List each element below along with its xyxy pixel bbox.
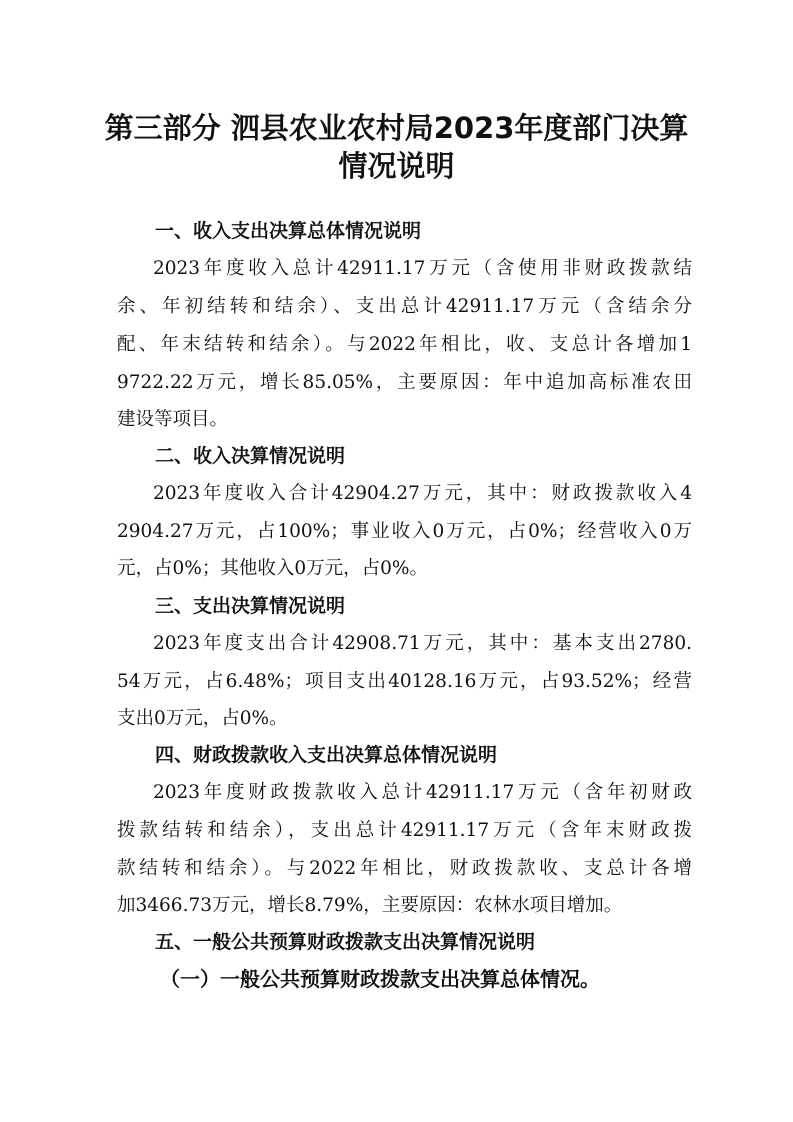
paragraph-line: 支出0万元，占0%。 [117,708,288,729]
section-heading-general-public-budget: 五、一般公共预算财政拨款支出决算情况说明 [155,931,536,953]
paragraph-line: 拨款结转和结余），支出总计42911.17万元（含年末财政拨 [117,820,692,841]
section-heading-fiscal-appropriation: 四、财政拨款收入支出决算总体情况说明 [155,744,498,766]
paragraph-line: 元，占0%；其他收入0万元，占0%。 [117,558,428,579]
section-heading-income-expenditure-overview: 一、收入支出决算总体情况说明 [155,220,422,242]
paragraph-line: 9722.22万元，增长85.05%，主要原因：年中追加高标准农田 [117,372,692,393]
paragraph-line: 款结转和结余）。与2022年相比，财政拨款收、支总计各增 [117,858,692,879]
section-heading-expenditure: 三、支出决算情况说明 [155,595,346,617]
paragraph-line: 2904.27万元，占100%；事业收入0万元，占0%；经营收入0万 [117,521,692,542]
paragraph-line: 2023年度财政拨款收入总计42911.17万元（含年初财政 [153,782,692,803]
paragraph-line: 加3466.73万元，增长8.79%，主要原因：农林水项目增加。 [117,895,623,916]
subsection-heading: （一）一般公共预算财政拨款支出决算总体情况。 [160,967,600,991]
document-title-line-1: 第三部分 泗县农业农村局2023年度部门决算 [104,111,689,145]
document-title-line-2: 情况说明 [338,149,455,183]
paragraph-line: 2023年度支出合计42908.71万元，其中：基本支出2780. [153,633,692,654]
paragraph-line: 54万元，占6.48%；项目支出40128.16万元，占93.52%；经营 [117,671,692,692]
paragraph-line: 配、年末结转和结余）。与2022年相比，收、支总计各增加1 [117,334,692,355]
paragraph-line: 余、年初结转和结余）、支出总计42911.17万元（含结余分 [117,296,692,317]
paragraph-line: 建设等项目。 [117,409,229,430]
paragraph-line: 2023年度收入总计42911.17万元（含使用非财政拨款结 [153,258,692,279]
paragraph-line: 2023年度收入合计42904.27万元，其中：财政拨款收入4 [153,483,692,504]
section-heading-income: 二、收入决算情况说明 [155,445,346,467]
